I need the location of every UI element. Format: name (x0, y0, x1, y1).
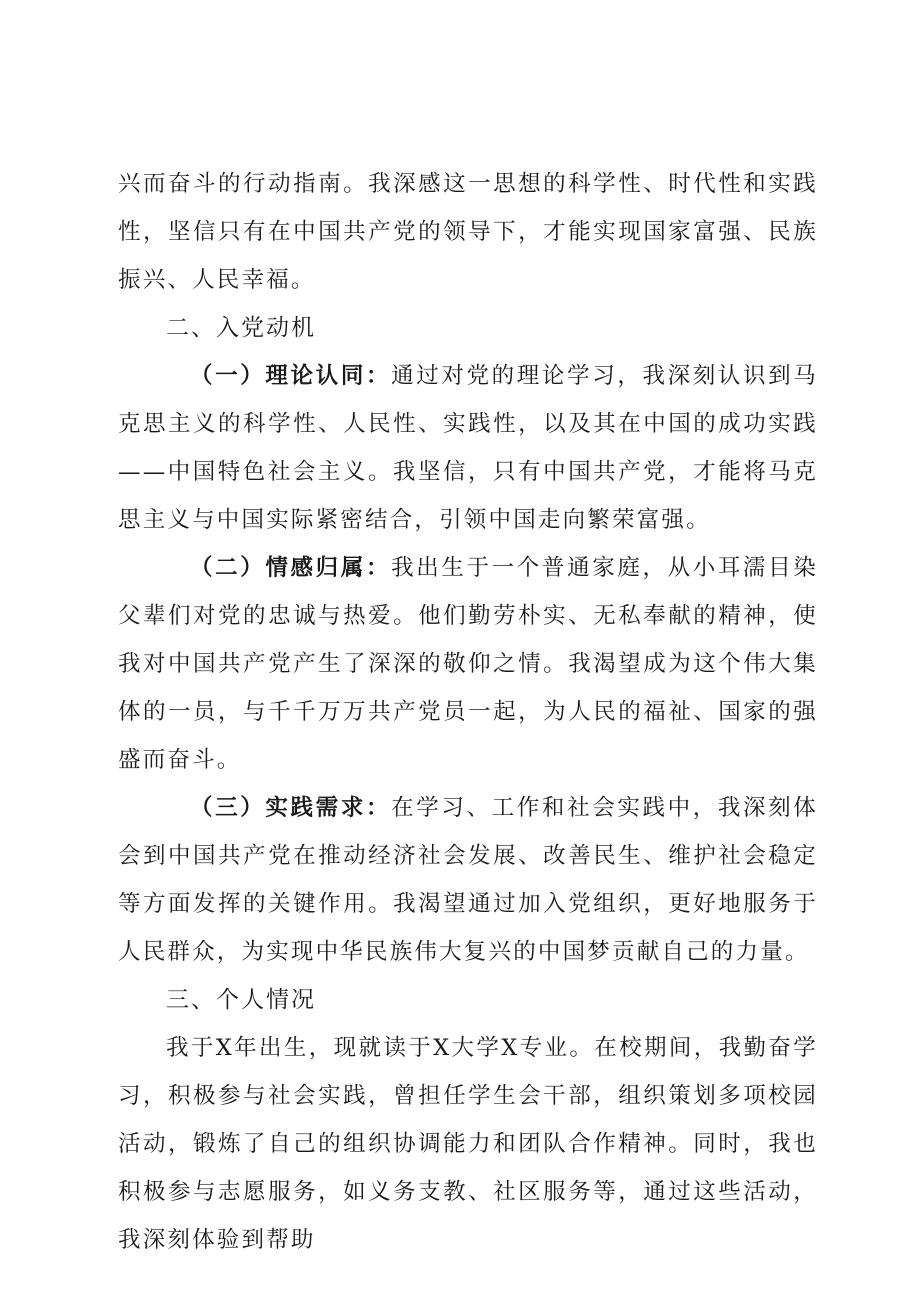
motivation-item-emotion (118, 544, 818, 784)
motivation-item-label: （一）理论认同： (190, 363, 392, 389)
intro-paragraph: 兴而奋斗的行动指南。我深感这一思想的科学性、时代性和实践性，坚信只有在中国共产党的领导下，才能实现国家富强、民族振兴、人民幸福。 (118, 171, 818, 293)
section-heading-motivation: 二、入党动机 (166, 315, 316, 341)
motivation-item-label: （二）情感归属： (190, 555, 392, 581)
section-heading-personal: 三、个人情况 (166, 987, 316, 1013)
motivation-item-text: 在学习、工作和社会实践中，我深刻体会到中国共产党在推动经济社会发展、改善民生、维护社会稳定等方面发挥的关键作用。我渴望通过加入党组织，更好地服务于人民群众，为实现中华民族伟大复兴的中国梦贡献自己的力量。 (118, 795, 818, 965)
personal-paragraph: 我于X年出生，现就读于X大学X专业。在校期间，我勤奋学习，积极参与社会实践，曾担任学生会干部，组织策划多项校园活动，锻炼了自己的组织协调能力和团队合作精神。同时，我也积极参与志愿服务，如义务支教、社区服务等，通过这些活动，我深刻体验到帮助 (118, 1035, 818, 1253)
motivation-item-text: 我出生于一个普通家庭，从小耳濡目染父辈们对党的忠诚与热爱。他们勤劳朴实、无私奉献的精神，使我对中国共产党产生了深深的敬仰之情。我渴望成为这个伟大集体的一员，与千千万万共产党员一起，为人民的福祉、国家的强盛而奋斗。 (118, 555, 818, 773)
motivation-item-theory (118, 352, 818, 544)
motivation-item-label: （三）实践需求： (190, 795, 392, 821)
document-body (118, 160, 818, 1264)
motivation-item-text: 通过对党的理论学习，我深刻认识到马克思主义的科学性、人民性、实践性，以及其在中国的成功实践——中国特色社会主义。我坚信，只有中国共产党，才能将马克思主义与中国实际紧密结合，引领中国走向繁荣富强。 (118, 363, 818, 533)
motivation-item-practice (118, 784, 818, 976)
